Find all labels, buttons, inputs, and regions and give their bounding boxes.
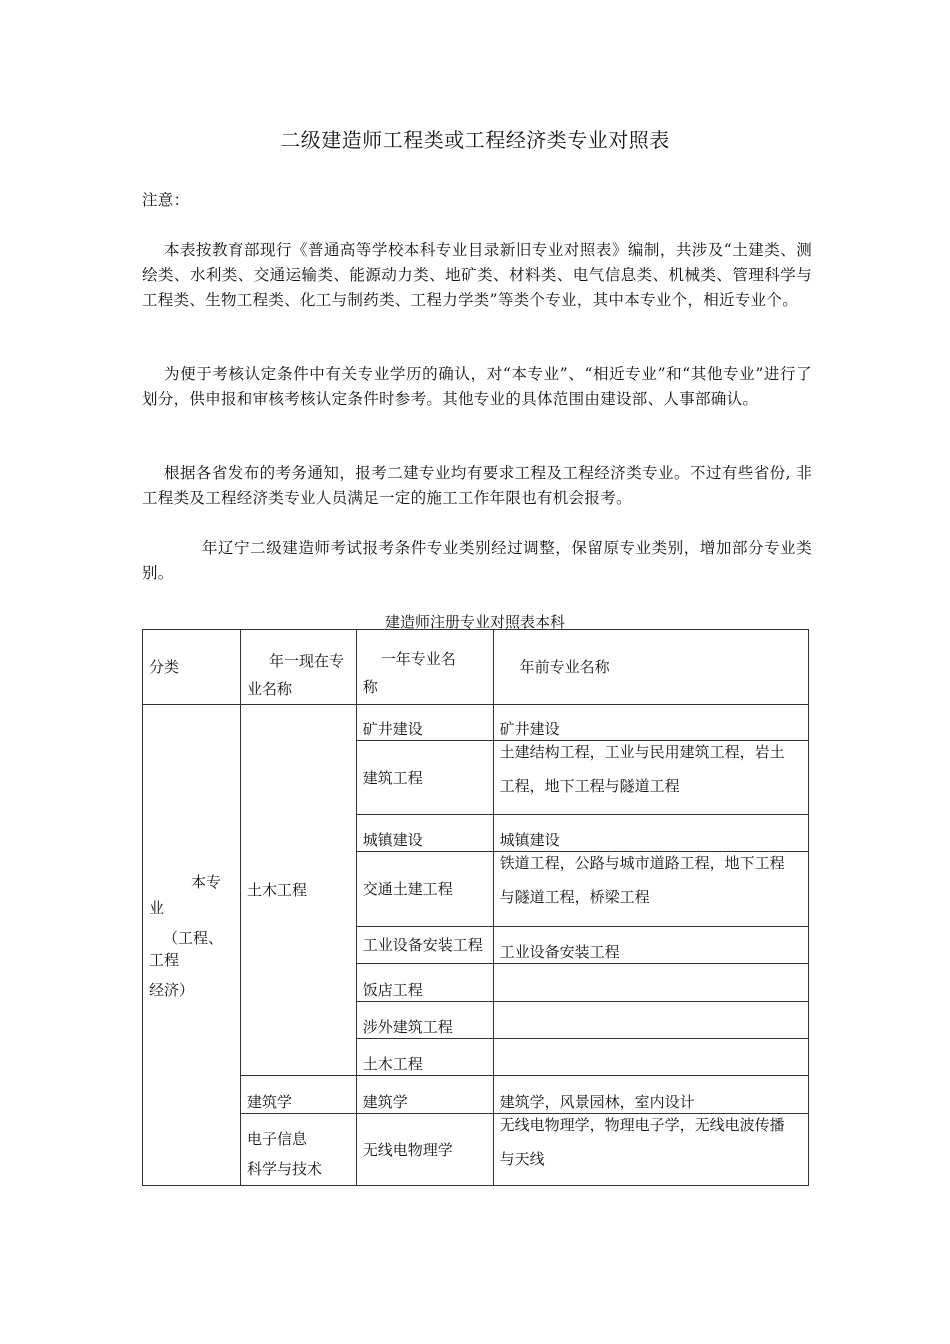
old-major-cell: 铁道工程，公路与城市道路工程，地下工程 与隧道工程，桥梁工程 <box>493 852 808 927</box>
old-major-cell <box>493 1039 808 1076</box>
paragraph-scope: 本表按教育部现行《普通高等学校本科专业目录新旧专业对照表》编制，共涉及“土建类、测绘类、水利类、交通运输类、能源动力类、地矿类、材料类、电气信息类、机械类、管理科学与工程类、生物工程类、化工与制药类、工程力学类”等类个专业，其中本专业个，相近专业个。 <box>142 241 812 309</box>
old-major-cell: 土建结构工程，工业与民用建筑工程，岩土 工程，地下工程与隧道工程 <box>493 741 808 815</box>
mid-major-cell: 城镇建设 <box>356 815 493 852</box>
mid-major-cell: 无线电物理学 <box>356 1114 493 1186</box>
paragraph-classification: 为便于考核认定条件中有关专业学历的确认，对“本专业”、“相近专业”和“其他专业”进行了划分，供申报和审核考核认定条件时参考。其他专业的具体范围由建设部、人事部确认。 <box>142 365 812 408</box>
paragraph-liaoning: 年辽宁二级建造师考试报考条件专业类别经过调整，保留原专业类别，增加部分专业类别。 <box>142 539 812 582</box>
table-row <box>143 1076 809 1114</box>
header-category: 分类 <box>143 630 241 705</box>
mid-major-cell: 工业设备安装工程 <box>356 927 493 964</box>
old-major-cell: 工业设备安装工程 <box>493 927 808 964</box>
mid-major-cell: 饭店工程 <box>356 964 493 1002</box>
category-cell: 本专 业 （工程、 工程 经济） <box>143 705 241 1186</box>
group-civil-engineering: 土木工程 <box>240 705 356 1076</box>
paragraph-exam-notice: 根据各省发布的考务通知，报考二建专业均有要求工程及工程经济类专业。不过有些省份, 非工程类及工程经济类专业人员满足一定的施工工作年限也有机会报考。 <box>142 464 812 507</box>
header-old-major: 年前专业名称 <box>493 630 808 705</box>
old-major-cell: 城镇建设 <box>493 815 808 852</box>
mid-major-cell: 建筑学 <box>356 1076 493 1114</box>
old-major-cell: 矿井建设 <box>493 705 808 741</box>
group-electronics: 电子信息 科学与技术 <box>240 1114 356 1186</box>
old-major-cell: 建筑学，风景园林，室内设计 <box>493 1076 808 1114</box>
header-mid-major: 一年专业名 称 <box>356 630 493 705</box>
mid-major-cell: 土木工程 <box>356 1039 493 1076</box>
mid-major-cell: 矿井建设 <box>356 705 493 741</box>
mid-major-cell: 建筑工程 <box>356 741 493 815</box>
header-current-major: 年一现在专 业名称 <box>240 630 356 705</box>
major-comparison-table <box>142 629 809 1186</box>
table-row <box>143 705 809 741</box>
group-architecture: 建筑学 <box>240 1076 356 1114</box>
table-header-row <box>143 630 809 705</box>
mid-major-cell: 涉外建筑工程 <box>356 1002 493 1039</box>
note-label: 注意： <box>142 191 190 209</box>
old-major-cell <box>493 964 808 1002</box>
table-caption: 建造师注册专业对照表本科 <box>384 613 565 631</box>
old-major-cell: 无线电物理学，物理电子学，无线电波传播 与天线 <box>493 1114 808 1186</box>
mid-major-cell: 交通土建工程 <box>356 852 493 927</box>
old-major-cell <box>493 1002 808 1039</box>
page-title: 二级建造师工程类或工程经济类专业对照表 <box>280 128 670 152</box>
table-row <box>143 1114 809 1186</box>
